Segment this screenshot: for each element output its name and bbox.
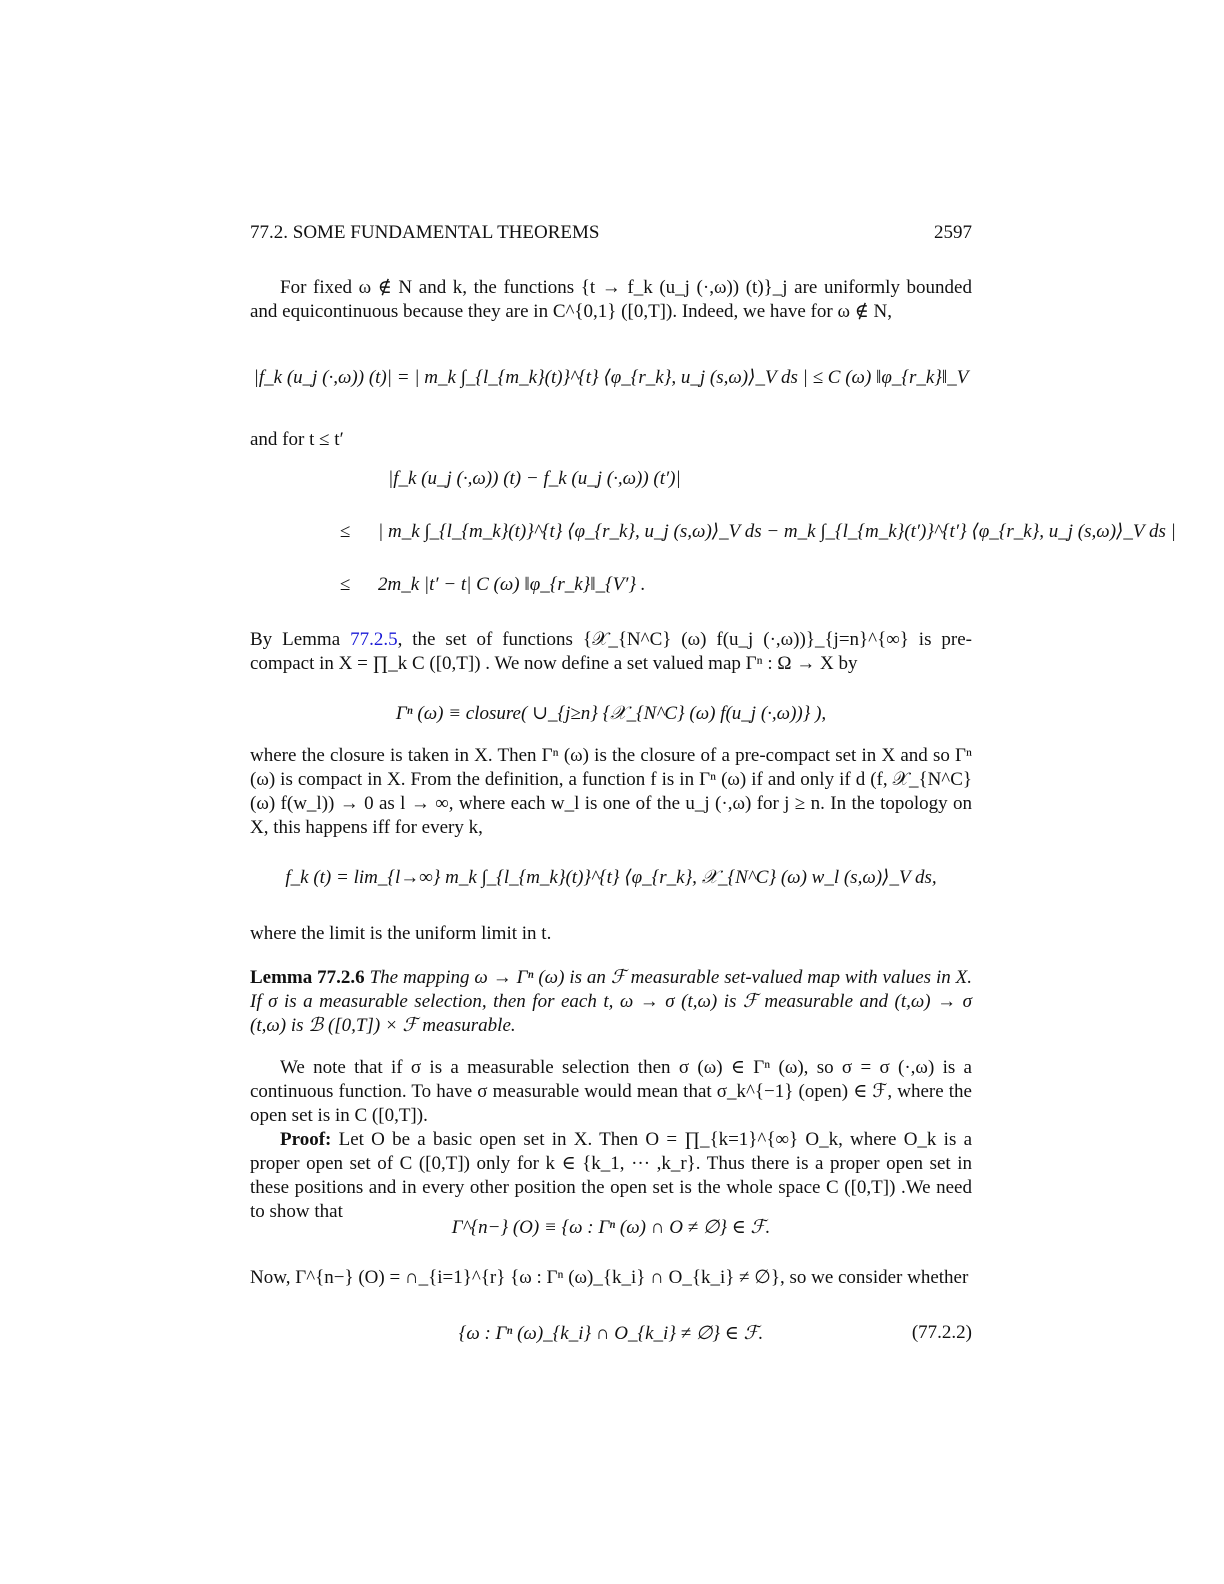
proof-body: Let O be a basic open set in X. Then O = ∏_{k=1}^{∞} O_k, where O_k is a proper open set of C ([0,T]) only for k ∈ {k_1, ··· ,k_r}. Thus there is a proper open set in these positions and in every other position the open set is the whole space C ([0,T]) .We need to show that [250, 1129, 973, 1222]
section-title: 77.2. SOME FUNDAMENTAL THEOREMS [250, 222, 600, 243]
paragraph-3 [250, 628, 972, 676]
paragraph-3-end: , the set of functions {𝒳_{N^C} (ω) f(u_j (·,ω))}_{j=n}^{∞} is pre-compact in X = ∏_k C ([0,T]) . We now define a set valued map Γⁿ : Ω → X by [250, 629, 973, 674]
lemma-reference-link[interactable]: 77.2.5 [350, 629, 398, 650]
proof-paragraph [250, 1128, 972, 1224]
paragraph-1: For fixed ω ∉ N and k, the functions {t → f_k (u_j (·,ω)) (t)}_j are uniformly bounded and equicontinuous because they are in C^{0,1} ([0,T]). Indeed, we have for ω ∉ N, [250, 277, 972, 322]
equation-2-line-3 [340, 574, 646, 596]
equation-5: Γ^{n−} (O) ≡ {ω : Γⁿ (ω) ∩ O ≠ ∅} ∈ ℱ. [451, 1217, 771, 1238]
relation-symbol: ≤ [340, 521, 351, 542]
running-header [250, 222, 972, 244]
equation-2-line-3-expr: 2m_k |t′ − t| C (ω) ‖φ_{r_k}‖_{V′} . [378, 574, 646, 595]
equation-4: f_k (t) = lim_{l→∞} m_k ∫_{l_{m_k}(t)}^{t} ⟨φ_{r_k}, 𝒳_{N^C} (ω) w_l (s,ω)⟩_V ds, [285, 867, 937, 888]
paragraph-7: Now, Γ^{n−} (O) = ∩_{i=1}^{r} {ω : Γⁿ (ω)_{k_i} ∩ O_{k_i} ≠ ∅}, so we consider whether [250, 1267, 969, 1288]
page-number: 2597 [934, 222, 972, 243]
paragraph-5: where the limit is the uniform limit in t. [250, 923, 552, 944]
paragraph-6: We note that if σ is a measurable selection then σ (ω) ∈ Γⁿ (ω), so σ = σ (·,ω) is a continuous function. To have σ measurable would mean that σ_k^{−1} (open) ∈ ℱ, where the open set is in C ([0,T]). [250, 1057, 972, 1126]
lemma-label: Lemma 77.2.6 [250, 967, 365, 988]
paragraph-2: and for t ≤ t′ [250, 429, 344, 450]
equation-2-line-2-expr: | m_k ∫_{l_{m_k}(t)}^{t} ⟨φ_{r_k}, u_j (s,ω)⟩_V ds − m_k ∫_{l_{m_k}(t′)}^{t′} ⟨φ_{r_k}, u_j (s,ω)⟩_V ds | [378, 521, 1176, 542]
relation-symbol: ≤ [340, 574, 351, 595]
paragraph-3-start: By Lemma [250, 629, 351, 650]
equation-2-line-1: |f_k (u_j (·,ω)) (t) − f_k (u_j (·,ω)) (t′)| [388, 468, 681, 489]
proof-label: Proof: [280, 1129, 332, 1150]
equation-6 [250, 1322, 972, 1345]
equation-1: |f_k (u_j (·,ω)) (t)| = | m_k ∫_{l_{m_k}(t)}^{t} ⟨φ_{r_k}, u_j (s,ω)⟩_V ds | ≤ C (ω) ‖φ_{r_k}‖_V [253, 367, 969, 388]
lemma-statement [250, 966, 972, 1038]
equation-2-line-2 [340, 520, 1176, 543]
equation-3: Γⁿ (ω) ≡ closure( ∪_{j≥n} {𝒳_{N^C} (ω) f(u_j (·,ω))} ), [395, 703, 827, 724]
equation-number: (77.2.2) [911, 1322, 972, 1343]
paragraph-4: where the closure is taken in X. Then Γⁿ (ω) is the closure of a pre-compact set in X and so Γⁿ (ω) is compact in X. From the definition, a function f is in Γⁿ (ω) if and only if d (f, 𝒳_{N^C} (ω) f(w_l)) → 0 as l → ∞, where each w_l is one of the u_j (·,ω) for j ≥ n. In the topology on X, this happens iff for every k, [250, 745, 972, 838]
equation-6-expr: {ω : Γⁿ (ω)_{k_i} ∩ O_{k_i} ≠ ∅} ∈ ℱ. [458, 1323, 764, 1344]
lemma-body: The mapping ω → Γⁿ (ω) is an ℱ measurable set-valued map with values in X. If σ is a measurable selection, then for each t, ω → σ (t,ω) is ℱ measurable and (t,ω) → σ (t,ω) is ℬ ([0,T]) × ℱ measurable. [250, 967, 973, 1036]
